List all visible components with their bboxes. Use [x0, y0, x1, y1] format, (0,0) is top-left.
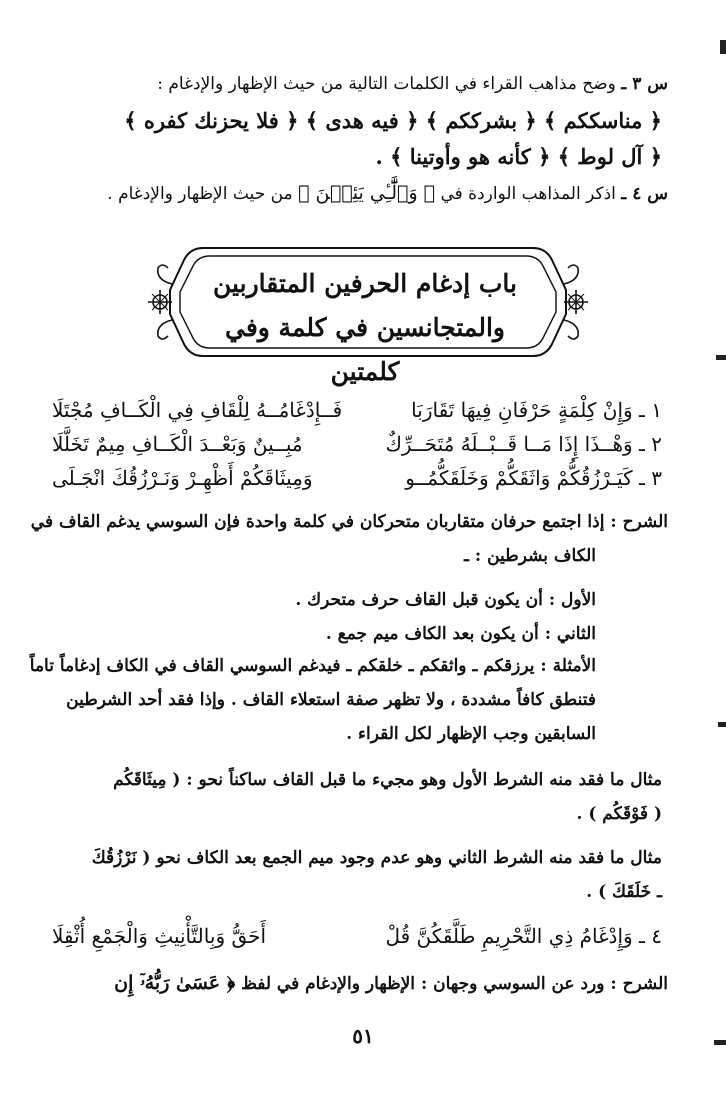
examples-line [30, 656, 596, 676]
explanation-1-cont1: فتنطق كافاً مشددة ، ولا تظهر صفة استعلاء القاف . وإذا فقد أحد الشرطين [66, 690, 596, 710]
scan-edge-mark [714, 1040, 726, 1045]
examples-label: الأمثلة : [540, 656, 596, 676]
verse-2-number: ٢ ـ [639, 432, 662, 456]
verse-1-number: ١ ـ [639, 398, 662, 422]
chapter-title-line2: والمتجانسين في كلمة وفي كلمتين [224, 313, 506, 386]
question-3-words-line1: ﴿ مناسككم ﴾ ﴿ بشرككم ﴾ ﴿ فيه هدى ﴾ ﴿ فلا يحزنك كفره ﴾ [124, 108, 662, 133]
verse-2-first-half: وَهْــذَا إِذَا مَــا قَــبْــلَهُ مُتَحَــرِّكٌ [385, 432, 633, 456]
condition-second-label: الثاني : [544, 624, 596, 644]
explanation-1-line1 [31, 512, 668, 532]
condition-second-text: أن يكون بعد الكاف ميم جمع . [325, 624, 539, 644]
scan-edge-mark [716, 355, 726, 360]
verse-3-number: ٣ ـ [639, 466, 662, 490]
condition-first-label: الأول : [548, 590, 596, 610]
chapter-title-line1: باب إدغام الحرفين المتقاربين [213, 269, 517, 298]
question-4-label: س ٤ ـ [621, 184, 668, 204]
condition-first-text: أن يكون قبل القاف حرف متحرك . [295, 590, 543, 610]
explanation-1-line2: الكاف بشرطين : ـ [464, 546, 596, 566]
question-4-text-after: من حيث الإظهار والإدغام . [107, 184, 293, 204]
examples-text: يرزقكم ـ واثقكم ـ خلقكم ـ فيدغم السوسي القاف في الكاف إدغاماً تاماً [29, 656, 535, 676]
explanation-1-text: إذا اجتمع حرفان متقاربان متحركان في كلمة واحدة فإن السوسي يدغم القاف في [30, 512, 605, 532]
verse-4-number: ٤ ـ [639, 924, 662, 948]
right-ornament-icon [564, 290, 588, 314]
question-4-text-before: اذكر المذاهب الواردة في [440, 184, 616, 204]
example-1-line2: ( فَوْقَكُم ) . [576, 804, 662, 824]
example-2-line2: ـ خَلَقَكَ ) . [586, 882, 662, 902]
verse-2-right [385, 432, 662, 456]
scan-edge-mark [718, 722, 726, 727]
scan-edge-mark [720, 40, 726, 54]
question-4-phrase: ﴿ وَٱلَّٰٓـِٔي يَئِسۡنَ ﴾ [298, 182, 436, 204]
explanation-1-cont2: السابقين وجب الإظهار لكل القراء . [346, 724, 596, 744]
chapter-title [200, 262, 530, 394]
example-2-line1: مثال ما فقد منه الشرط الثاني وهو عدم وجود ميم الجمع بعد الكاف نحو ( نَرْزُقُكَ [91, 848, 662, 868]
explanation-2-phrase: ﴿ عَسَىٰ رَبُّهُۥٓ إِن [114, 972, 236, 994]
verse-2-second-half: مُبِــينٌ وَبَعْــدَ الْكَــافِ مِيمٌ تَخَلَّلَا [52, 432, 303, 456]
explanation-2-label: الشرح : [610, 974, 668, 994]
condition-second [326, 624, 596, 644]
condition-first [295, 590, 596, 610]
explanation-2 [114, 972, 668, 994]
page-number: ٥١ [352, 1024, 374, 1048]
question-3 [157, 74, 668, 94]
question-3-label: س ٣ ـ [621, 74, 668, 94]
verse-3-second-half: وَمِيثَاقَكُمْ أَظْهِـرْ وَنَـرْزُقُكَ انْجَـلَى [52, 466, 313, 490]
verse-1-first-half: وَإِنْ كِلْمَةٍ حَرْفَانِ فِيهَا تَقَارَبَا [411, 398, 633, 422]
question-4 [107, 182, 668, 204]
verse-1-right [411, 398, 662, 422]
verse-1-second-half: فَــإِدْغَامُــهُ لِلْقَافِ فِي الْكَــافِ مُجْتَلَا [52, 398, 343, 422]
question-3-text: وضح مذاهب القراء في الكلمات التالية من حيث الإظهار والإدغام : [157, 74, 616, 94]
left-ornament-icon [148, 290, 172, 314]
question-3-words-line2: ﴿ آل لوط ﴾ ﴿ كأنه هو وأوتينا ﴾ . [375, 144, 662, 169]
explanation-2-text: ورد عن السوسي وجهان : الإظهار والإدغام في لفظ [241, 974, 605, 994]
verse-4-second-half: أَحَقُّ وَبِالتَّأْنِيثِ وَالْجَمْعِ أُثْقِلَا [52, 924, 267, 948]
verse-3-first-half: كَيَـرْزُقُكُّمْ وَاثَقَكُّمْ وَخَلَقَكُّمُــو [405, 466, 633, 490]
verse-4-first-half: وَإِدْغَامُ ذِي التَّحْرِيمِ طَلَّقَكُنَّ قُلْ [385, 924, 633, 948]
verse-4-right [385, 924, 662, 948]
verse-3-right [405, 466, 662, 490]
example-1-line1: مثال ما فقد منه الشرط الأول وهو مجيء ما قبل القاف ساكناً نحو : ( مِيثَاقَكُم [113, 770, 662, 790]
explanation-1-label: الشرح : [610, 512, 668, 532]
